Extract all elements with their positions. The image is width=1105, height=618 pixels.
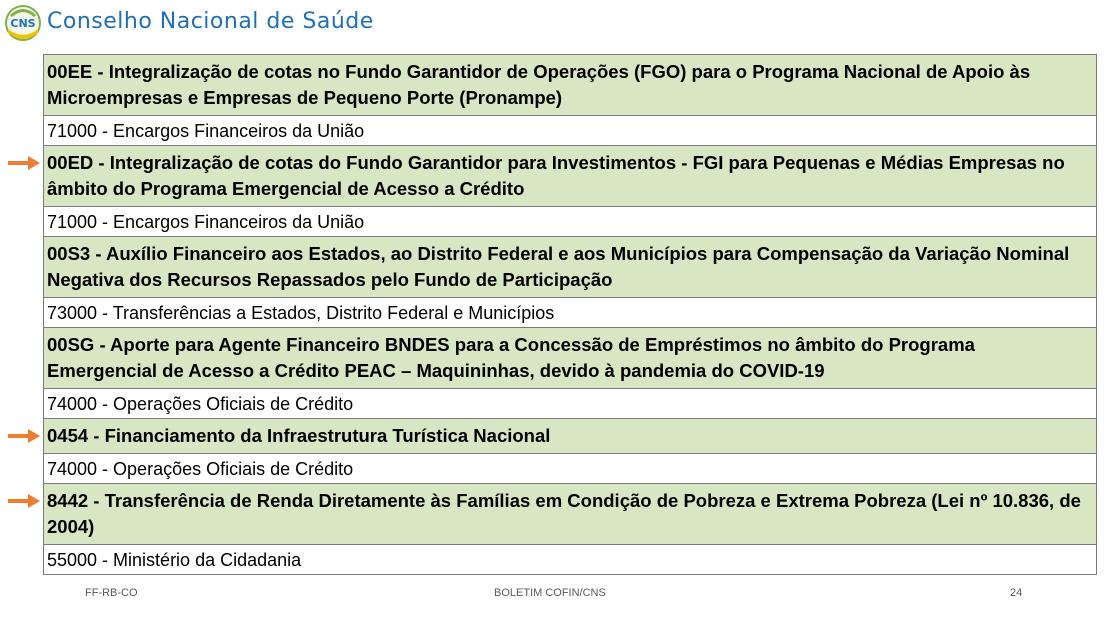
- arrow-right-icon: [8, 156, 40, 170]
- program-label: 00EE - Integralização de cotas no Fundo Garantidor de Operações (FGO) para o Programa Nacional de Apoio às Microempresas e Empresas de Pequeno Porte (Pronampe): [47, 61, 1031, 108]
- program-row: [44, 55, 1096, 116]
- footer-code: FF-RB-CO: [85, 587, 138, 599]
- program-table: [43, 54, 1097, 575]
- unit-row: [44, 389, 1096, 419]
- arrow-right-icon: [8, 494, 40, 508]
- unit-row: [44, 454, 1096, 484]
- program-label: 0454 - Financiamento da Infraestrutura Turística Nacional: [47, 425, 551, 446]
- program-row: [44, 484, 1096, 545]
- unit-label: 74000 - Operações Oficiais de Crédito: [47, 459, 354, 479]
- slide-header: [0, 0, 1105, 46]
- unit-label: 55000 - Ministério da Cidadania: [47, 550, 302, 570]
- program-row: [44, 237, 1096, 298]
- unit-row: [44, 545, 1096, 575]
- unit-row: [44, 298, 1096, 328]
- arrow-right-icon: [8, 429, 40, 443]
- cns-logo-icon: [4, 3, 42, 43]
- unit-label: 74000 - Operações Oficiais de Crédito: [47, 394, 354, 414]
- program-row: [44, 419, 1096, 454]
- program-label: 00S3 - Auxílio Financeiro aos Estados, ao Distrito Federal e aos Municípios para Compensação da Variação Nominal Negativa dos Recursos Repassados pelo Fundo de Participação: [47, 243, 1070, 290]
- unit-row: [44, 207, 1096, 237]
- svg-text:CNS: CNS: [10, 17, 36, 30]
- program-row: [44, 328, 1096, 389]
- footer-title: BOLETIM COFIN/CNS: [494, 587, 606, 599]
- unit-label: 73000 - Transferências a Estados, Distrito Federal e Municípios: [47, 303, 555, 323]
- unit-label: 71000 - Encargos Financeiros da União: [47, 121, 365, 141]
- unit-label: 71000 - Encargos Financeiros da União: [47, 212, 365, 232]
- program-row: [44, 146, 1096, 207]
- page-title: Conselho Nacional de Saúde: [47, 9, 374, 34]
- program-label: 8442 - Transferência de Renda Diretamente às Famílias em Condição de Pobreza e Extrema Pobreza (Lei nº 10.836, de 2004): [47, 490, 1081, 537]
- program-label: 00SG - Aporte para Agente Financeiro BNDES para a Concessão de Empréstimos no âmbito do Programa Emergencial de Acesso a Crédito PEAC – Maquininhas, devido à pandemia do COVID-19: [47, 334, 975, 381]
- program-label: 00ED - Integralização de cotas do Fundo Garantidor para Investimentos - FGI para Pequenas e Médias Empresas no âmbito do Programa Emergencial de Acesso a Crédito: [47, 152, 1065, 199]
- page-number: 24: [1010, 587, 1023, 599]
- unit-row: [44, 116, 1096, 146]
